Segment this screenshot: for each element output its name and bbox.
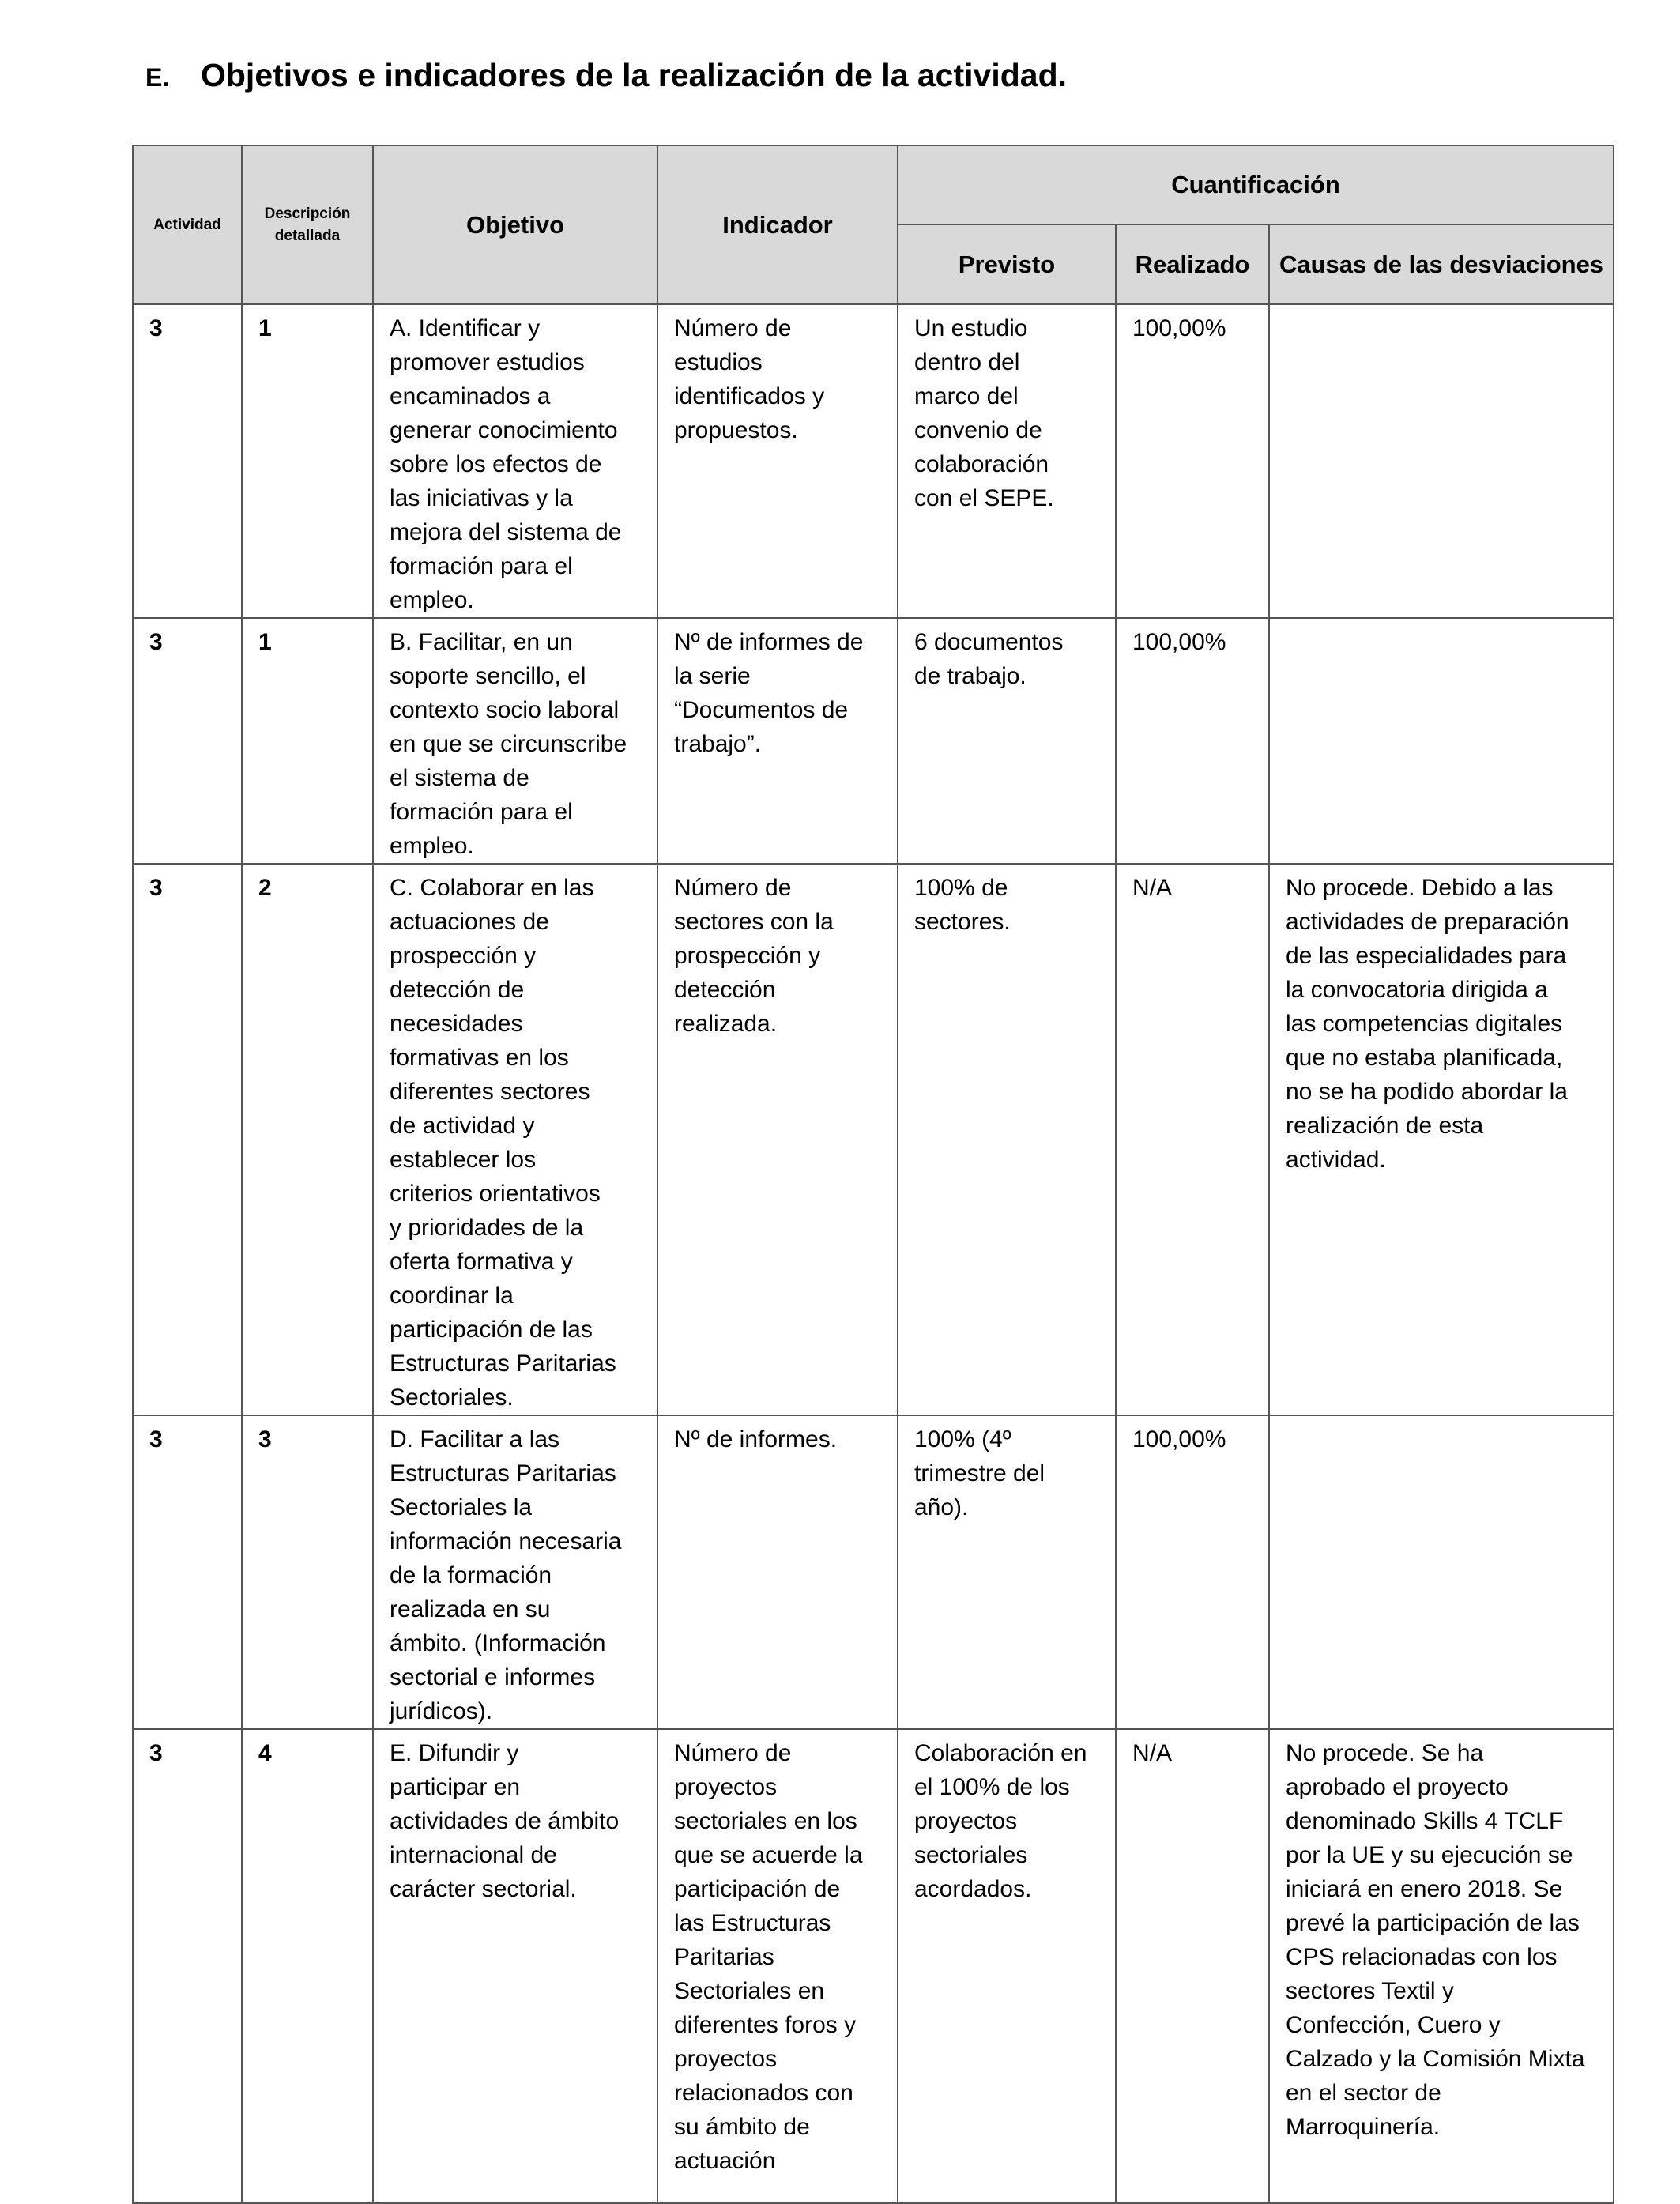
header-previsto: Previsto	[898, 224, 1116, 304]
cell-causas: No procede. Debido a las actividades de preparación de las especialidades para la convocatoria dirigida a las competencias digitales que no estaba planificada, no se ha podido abordar la realización de esta actividad.	[1286, 875, 1569, 1173]
cell-actividad: 3	[149, 1426, 163, 1452]
table-row	[133, 1415, 1614, 1729]
cell-indicador: Nº de informes.	[674, 1426, 838, 1452]
header-indicador: Indicador	[657, 145, 898, 304]
cell-previsto: 6 documentos de trabajo.	[914, 629, 1064, 689]
cell-objetivo: C. Colaborar en las actuaciones de prospección y detección de necesidades formativas en los diferentes sectores de actividad y establecer los criterios orientativos y prioridades de la oferta formativa y coordinar la participación de las Estructuras Paritarias Sectoriales.	[390, 875, 616, 1411]
cell-actividad: 3	[149, 875, 163, 901]
cell-descripcion: 1	[258, 315, 272, 341]
cell-actividad: 3	[149, 1740, 163, 1766]
cell-previsto: Colaboración en el 100% de los proyectos sectoriales acordados.	[914, 1740, 1087, 1902]
cell-realizado: 100,00%	[1132, 629, 1226, 655]
header-cuantificacion: Cuantificación	[898, 145, 1614, 224]
cell-causas	[1270, 1416, 1613, 1422]
header-actividad: Actividad	[133, 145, 242, 304]
table-row	[133, 864, 1614, 1415]
cell-objetivo: E. Difundir y participar en actividades de ámbito internacional de carácter sectorial.	[390, 1740, 620, 1902]
header-realizado: Realizado	[1116, 224, 1269, 304]
cell-objetivo: B. Facilitar, en un soporte sencillo, el contexto socio laboral en que se circunscribe el sistema de formación para el empleo.	[390, 629, 627, 859]
cell-actividad: 3	[149, 629, 163, 655]
table-row	[133, 618, 1614, 864]
objectives-table	[132, 145, 1614, 2204]
cell-realizado: N/A	[1132, 875, 1173, 901]
cell-realizado: 100,00%	[1132, 1426, 1226, 1452]
header-causas: Causas de las desviaciones	[1269, 224, 1614, 304]
cell-indicador: Número de sectores con la prospección y detección realizada.	[674, 875, 834, 1037]
cell-previsto: 100% de sectores.	[914, 875, 1011, 935]
header-descripcion: Descripción detallada	[242, 145, 373, 304]
cell-realizado: N/A	[1132, 1740, 1173, 1766]
cell-indicador: Nº de informes de la serie “Documentos de trabajo”.	[674, 629, 864, 757]
table-header	[133, 145, 1614, 304]
cell-descripcion: 1	[258, 629, 272, 655]
cell-causas	[1270, 619, 1613, 625]
section-title: Objetivos e indicadores de la realización de la actividad.	[201, 57, 1068, 93]
section-heading	[145, 57, 1067, 112]
table-row	[133, 304, 1614, 618]
cell-realizado: 100,00%	[1132, 315, 1226, 341]
cell-actividad: 3	[149, 315, 163, 341]
cell-indicador: Número de proyectos sectoriales en los que se acuerde la participación de las Estructuras Paritarias Sectoriales en diferentes foros y proyectos relacionados con su ámbito de actuación	[674, 1740, 863, 2174]
header-objetivo: Objetivo	[373, 145, 657, 304]
cell-causas	[1270, 305, 1613, 311]
cell-objetivo: A. Identificar y promover estudios encaminados a generar conocimiento sobre los efectos de las iniciativas y la mejora del sistema de formación para el empleo.	[390, 315, 622, 613]
cell-objetivo: D. Facilitar a las Estructuras Paritarias Sectoriales la información necesaria de la formación realizada en su ámbito. (Información sectorial e informes jurídicos).	[390, 1426, 622, 1724]
cell-descripcion: 4	[258, 1740, 272, 1766]
cell-descripcion: 3	[258, 1426, 272, 1452]
cell-causas: No procede. Se ha aprobado el proyecto denominado Skills 4 TCLF por la UE y su ejecución se iniciará en enero 2018. Se prevé la participación de las CPS relacionadas con los sectores Textil y Confección, Cuero y Calzado y la Comisión Mixta en el sector de Marroquinería.	[1286, 1740, 1585, 2140]
table-row	[133, 1729, 1614, 2203]
cell-previsto: 100% (4º trimestre del año).	[914, 1426, 1045, 1520]
section-letter: E.	[145, 63, 170, 92]
cell-indicador: Número de estudios identificados y propuestos.	[674, 315, 825, 443]
cell-previsto: Un estudio dentro del marco del convenio de colaboración con el SEPE.	[914, 315, 1054, 511]
cell-descripcion: 2	[258, 875, 272, 901]
